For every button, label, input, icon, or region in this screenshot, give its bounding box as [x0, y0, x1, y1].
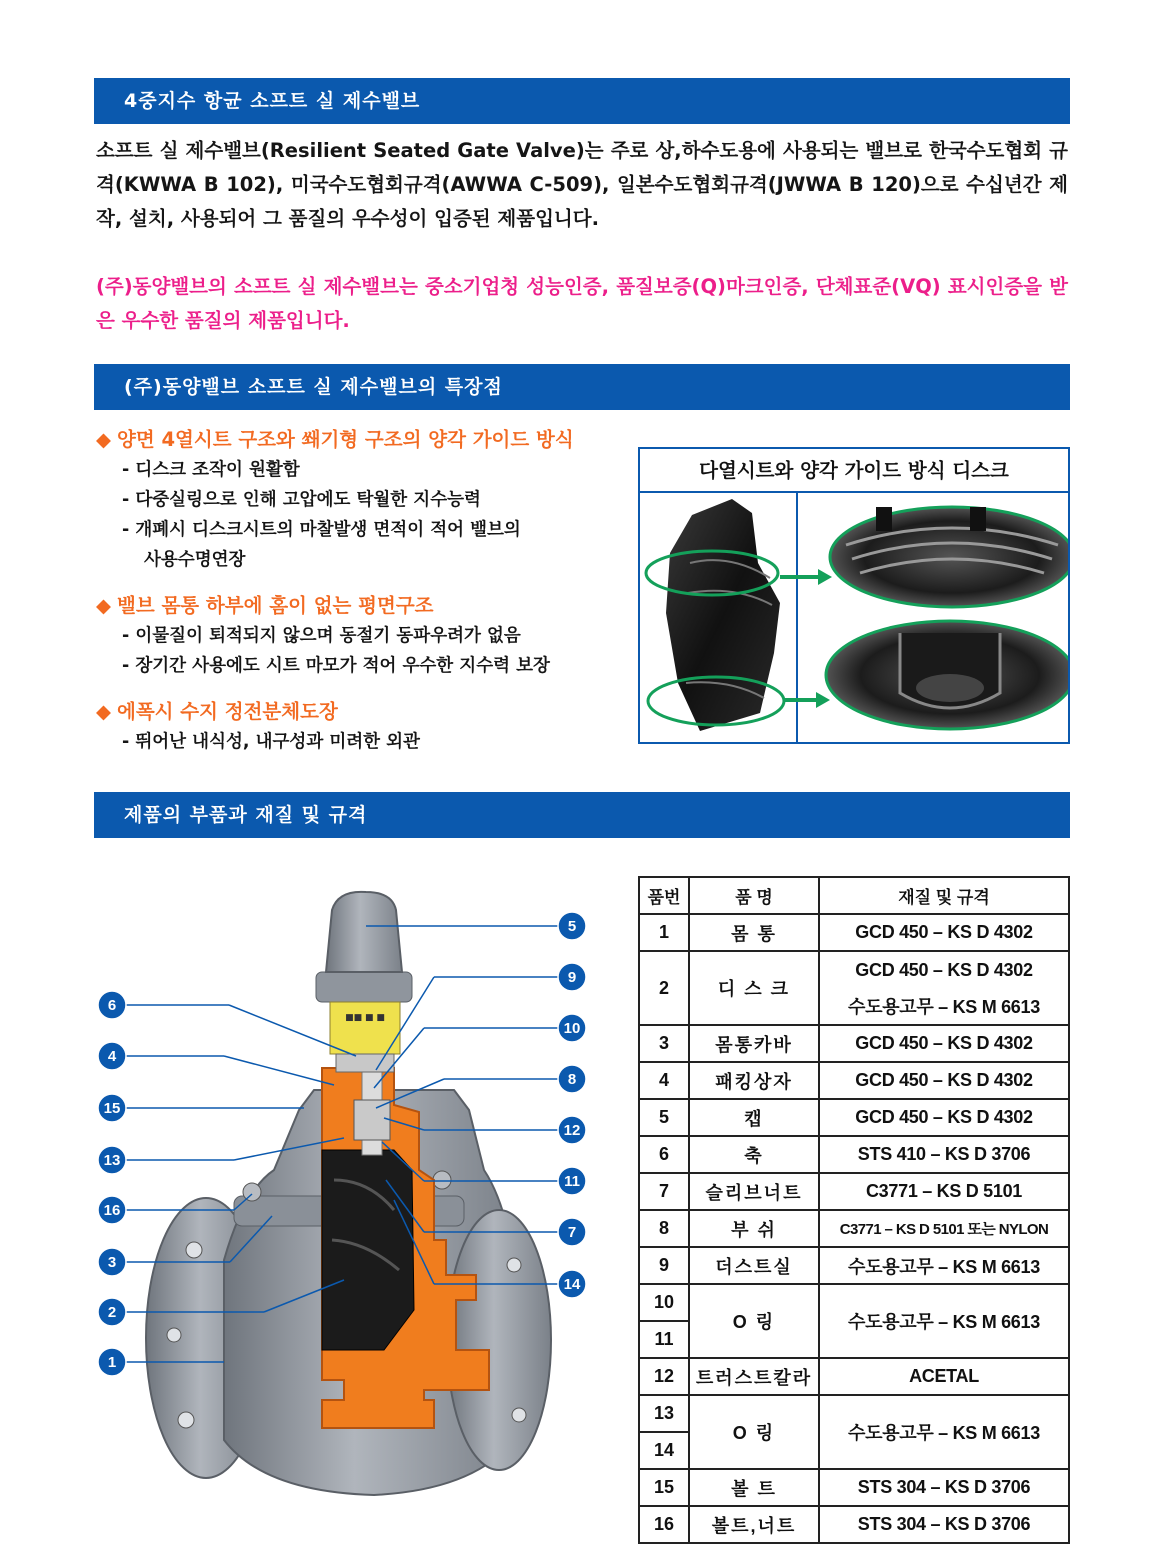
callout-7: [558, 1218, 586, 1246]
section-banner-parts: [94, 792, 1070, 838]
svg-text:8: 8: [567, 1071, 577, 1088]
feature-item: - 이물질이 퇴적되지 않으며 동절기 동파우려가 없음: [122, 626, 521, 646]
table-row: 12 트러스트칼라 ACETAL: [639, 1358, 1069, 1395]
callout-9: [558, 963, 586, 991]
callout-16: [98, 1196, 126, 1224]
table-row: 8 부 쉬 C3771 – KS D 5101 또는 NYLON: [639, 1210, 1069, 1247]
diamond-bullet-icon: ◆: [96, 700, 111, 723]
svg-text:12: 12: [563, 1122, 581, 1139]
table-row: 3 몸통카바 GCD 450 – KS D 4302: [639, 1025, 1069, 1062]
section-title: (주)동양밸브 소프트 실 제수밸브의 특장점: [124, 376, 503, 398]
svg-text:3: 3: [107, 1254, 117, 1271]
callout-10: [558, 1014, 586, 1042]
feature-item: - 뛰어난 내식성, 내구성과 미려한 외관: [122, 732, 420, 752]
callout-4: [98, 1042, 126, 1070]
column-header-part-name: 품 명: [689, 877, 819, 914]
svg-text:14: 14: [563, 1276, 581, 1293]
feature-title: ◆ 밸브 몸통 하부에 홈이 없는 평면구조: [96, 594, 434, 617]
svg-text:11: 11: [564, 1173, 580, 1190]
callout-2: [98, 1298, 126, 1326]
diamond-bullet-icon: ◆: [96, 428, 111, 451]
column-header-number: 품번: [639, 877, 689, 914]
feature-block-1: [96, 425, 636, 575]
callout-5: [558, 912, 586, 940]
feature-item: - 다중실링으로 인해 고압에도 탁월한 지수능력: [122, 490, 481, 510]
feature-title: ◆ 양면 4열시트 구조와 쐐기형 구조의 양각 가이드 방식: [96, 428, 574, 451]
valve-cutaway-diagram: [94, 880, 604, 1540]
svg-text:1: 1: [107, 1354, 117, 1371]
callout-12: [558, 1116, 586, 1144]
callout-11: [558, 1167, 586, 1195]
svg-text:13: 13: [103, 1152, 121, 1169]
parts-spec-table: [638, 876, 1070, 1544]
diamond-bullet-icon: ◆: [96, 594, 111, 617]
callout-3: [98, 1248, 126, 1276]
intro-paragraph: 소프트 실 제수밸브(Resilient Seated Gate Valve)는 주로 상,하수도용에 사용되는 밸브로 한국수도협회 규격(KWWA B 102), 미국수도협회규격(AWWA C-509), 일본수도협회규격(JWWA B 120)으로 수십년간 제작, 설치, 사용되어 그 품질의 우수성이 입증된 제품입니다.: [96, 139, 1068, 230]
table-row: 11: [639, 1321, 1069, 1358]
table-row: 9 더스트실 수도용고무 – KS M 6613: [639, 1247, 1069, 1284]
svg-text:2: 2: [107, 1304, 117, 1321]
callout-13: [98, 1146, 126, 1174]
table-row: 4 패킹상자 GCD 450 – KS D 4302: [639, 1062, 1069, 1099]
svg-text:16: 16: [103, 1202, 121, 1219]
table-row: 15 볼 트 STS 304 – KS D 3706: [639, 1469, 1069, 1506]
svg-text:■■ ■ ■: ■■ ■ ■: [345, 1013, 385, 1023]
section-title: 4중지수 항균 소프트 실 제수밸브: [124, 90, 421, 112]
feature-item: - 디스크 조작이 원활함: [122, 460, 300, 480]
callout-15: [98, 1094, 126, 1122]
svg-text:4: 4: [107, 1048, 117, 1065]
callout-6: [98, 991, 126, 1019]
callout-8: [558, 1065, 586, 1093]
table-header-row: [639, 877, 1069, 914]
disc-seat-photo: [640, 493, 1068, 742]
column-header-material: 재질 및 규격: [819, 877, 1069, 914]
feature-title: ◆ 에폭시 수지 정전분체도장: [96, 700, 338, 723]
feature-item: - 장기간 사용에도 시트 마모가 적어 우수한 지수력 보장: [122, 656, 550, 676]
table-row: 1 몸 통 GCD 450 – KS D 4302: [639, 914, 1069, 951]
section-banner-features: [94, 364, 1070, 410]
photo-caption: 다열시트와 양각 가이드 방식 디스크: [640, 449, 1068, 493]
disc-photo-panel: [638, 447, 1070, 744]
table-row: 수도용고무 – KS M 6613: [639, 988, 1069, 1025]
svg-text:5: 5: [567, 918, 577, 935]
callout-14: [558, 1270, 586, 1298]
table-row: 5 캡 GCD 450 – KS D 4302: [639, 1099, 1069, 1136]
table-row: 16 볼트,너트 STS 304 – KS D 3706: [639, 1506, 1069, 1543]
feature-item: - 개폐시 디스크시트의 마찰발생 면적이 적어 밸브의: [122, 520, 521, 540]
feature-item: 사용수명연장: [144, 550, 246, 570]
section-banner-intro: [94, 78, 1070, 124]
table-row: 7 슬리브너트 C3771 – KS D 5101: [639, 1173, 1069, 1210]
svg-text:7: 7: [567, 1224, 577, 1241]
callout-1: [98, 1348, 126, 1376]
feature-block-2: [96, 591, 636, 681]
svg-text:10: 10: [563, 1020, 581, 1037]
table-row: 13 O 링 수도용고무 – KS M 6613: [639, 1395, 1069, 1432]
svg-text:9: 9: [567, 969, 577, 986]
svg-text:6: 6: [107, 997, 117, 1014]
table-row: 6 축 STS 410 – KS D 3706: [639, 1136, 1069, 1173]
table-row: 10 O 링 수도용고무 – KS M 6613: [639, 1284, 1069, 1321]
table-row: 2 디 스 크 GCD 450 – KS D 4302: [639, 951, 1069, 988]
svg-text:15: 15: [103, 1100, 121, 1117]
table-row: 14: [639, 1432, 1069, 1469]
feature-block-3: [96, 697, 636, 757]
certification-paragraph: (주)동양밸브의 소프트 실 제수밸브는 중소기업청 성능인증, 품질보증(Q)마크인증, 단체표준(VQ) 표시인증을 받은 우수한 품질의 제품입니다.: [96, 275, 1068, 332]
section-title: 제품의 부품과 재질 및 규격: [124, 804, 368, 826]
